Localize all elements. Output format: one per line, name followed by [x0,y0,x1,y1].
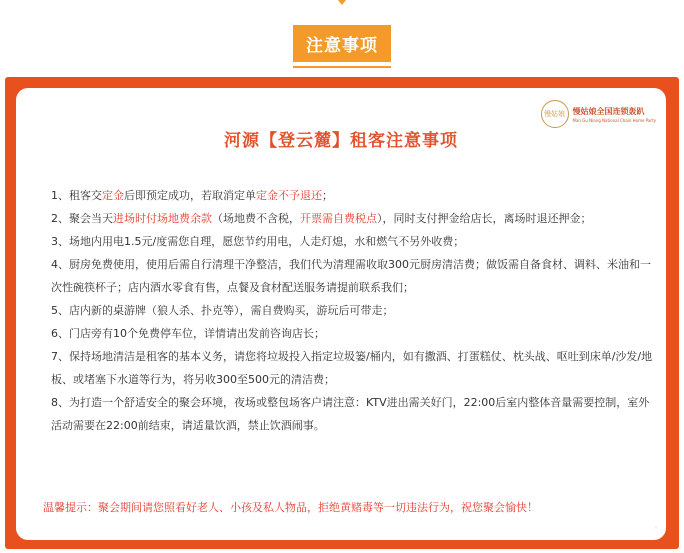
rule-item [51,230,656,253]
logo-text [573,106,657,123]
brand-logo [541,100,657,128]
rules-list [51,184,656,437]
rule-item [51,299,656,322]
rule-item [51,184,656,207]
rule-text: 5、店内新的桌游牌（狼人杀、扑克等），需自费购买，游玩后可带走； [51,304,394,317]
rule-text: 6、门店旁有10个免费停车位，详情请出发前咨询店长； [51,327,325,340]
rule-item [51,253,656,299]
rule-item [51,391,656,437]
page-title: 河源【登云麓】租客注意事项 [224,131,458,151]
badge-underline [293,66,391,68]
rule-highlight: 进场时付场地费余款 [113,212,212,225]
logo-icon: 慢姑娘 [541,100,569,128]
rule-text: （场地费不含税， [212,212,300,225]
rule-text: ； [322,189,333,202]
rule-item [51,345,656,391]
rule-text: 3、场地内用电1.5元/度需您自理，愿您节约用电，人走灯熄，水和燃气不另外收费； [51,235,465,248]
rule-text: 后即预定成功，若取消定单 [124,189,256,202]
rule-highlight: 开票需自费税点 [300,212,377,225]
logo-name-en: Man Gu Niang National Chain Home Party [572,117,656,123]
notice-card [16,88,666,540]
rule-text: 1、租客交 [51,189,102,202]
rule-text: 7、保持场地清洁是租客的基本义务，请您将垃圾投入指定垃圾篓/桶内，如有撒酒、打蛋糕仗、枕头战、呕吐到床单/沙发/地板、或堵塞下水道等行为，将另收300至500元的清洁费； [51,350,653,386]
rule-text: 4、厨房免费使用，使用后需自行清理干净整洁，我们代为清理需收取300元厨房清洁费；做饭需自备食材、调料、米油和一次性碗筷杯子；店内酒水零食有售，点餐及食材配送服务请提前联系我们； [51,258,651,294]
warm-tip: 温馨提示：聚会期间请您照看好老人、小孩及私人物品，拒绝黄赌毒等一切违法行为，祝您聚会愉快！ [43,501,538,514]
logo-name-cn: 慢姑娘全国连锁轰趴 [572,106,645,116]
rule-highlight: 定金不予退还 [256,189,322,202]
rule-highlight: 定金 [102,189,124,202]
rule-text: 8、为打造一个舒适安全的聚会环境，夜场或整包场客户请注意：KTV进出需关好门，22:00后室内整体音量需要控制，室外活动需要在22:00前结束，请适量饮酒，禁止饮酒闹事。 [51,396,650,432]
rule-item [51,322,656,345]
header-badge: 注意事项 [293,25,391,62]
rule-text: 2、聚会当天 [51,212,113,225]
rule-item [51,207,656,230]
down-arrow-icon [338,0,346,5]
rule-text: ），同时支付押金给店长，离场时退还押金； [377,212,592,225]
corner-decoration-icon: ◦ [653,524,658,532]
